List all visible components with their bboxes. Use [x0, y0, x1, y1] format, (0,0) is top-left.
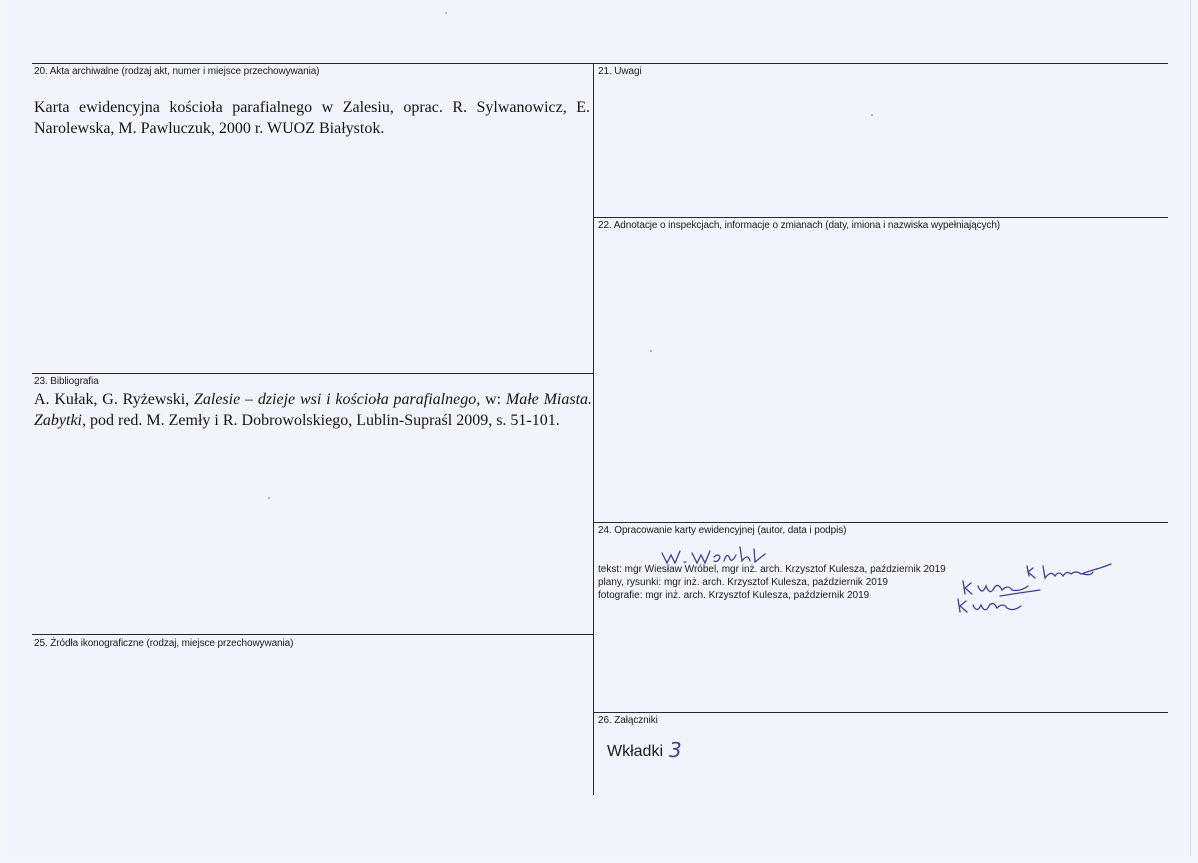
rule-22 — [593, 217, 1168, 218]
rule-25 — [32, 634, 593, 635]
attachments-value: Wkładki — [607, 743, 664, 760]
bibliography-title: Zalesie – dzieje wsi i kościoła parafialnego — [193, 391, 477, 408]
credit-line-photos: fotografie: mgr inż. arch. Krzysztof Kulesza, październik 2019 — [598, 590, 870, 601]
bibliography-sep: , w: — [476, 391, 506, 408]
center-divider — [593, 63, 594, 795]
paper-speck — [445, 12, 447, 14]
paper-speck — [871, 114, 873, 116]
section-23-label: 23. Bibliografia — [34, 376, 99, 387]
record-card — [8, 0, 1191, 856]
paper-speck — [650, 350, 652, 352]
rule-26 — [593, 712, 1168, 713]
attachments-count-handwritten: 3 — [669, 738, 682, 762]
signature-wrobel — [658, 543, 778, 567]
section-25-label: 25. Źródła ikonograficzne (rodzaj, miejsce przechowywania) — [34, 638, 294, 649]
bibliography-series: Małe Miasta. Zabytki — [34, 391, 593, 429]
section-20-text: Karta ewidencyjna kościoła parafialnego w Zalesiu, oprac. R. Sylwanowicz, E. Narolewska, M. Pawluczuk, 2000 r. WUOZ Białystok. — [34, 99, 590, 137]
section-22-label: 22. Adnotacje o inspekcjach, informacje o zmianach (daty, imiona i nazwiska wypełniających) — [598, 220, 1001, 231]
rule-24 — [593, 522, 1168, 523]
credit-line-text: tekst: mgr Wiesław Wróbel, mgr inż. arch. Krzysztof Kulesza, październik 2019 — [598, 564, 946, 575]
credit-line-plans: plany, rysunki: mgr inż. arch. Krzysztof Kulesza, październik 2019 — [598, 577, 888, 588]
bibliography-authors: A. Kułak, G. Ryżewski, — [34, 391, 194, 408]
section-21-label: 21. Uwagi — [598, 66, 642, 77]
signature-kulesza-3 — [955, 596, 1035, 618]
section-20-label: 20. Akta archiwalne (rodzaj akt, numer i miejsce przechowywania) — [34, 66, 320, 77]
rule-23 — [32, 373, 593, 374]
section-23-text — [34, 389, 592, 431]
section-26-label: 26. Załączniki — [598, 715, 658, 726]
section-24-label: 24. Opracowanie karty ewidencyjnej (autor, data i podpis) — [598, 525, 847, 536]
bibliography-rest: , pod red. M. Zemły i R. Dobrowolskiego, Lublin-Supraśl 2009, s. 51-101. — [82, 412, 560, 429]
paper-speck — [268, 497, 270, 499]
top-rule — [32, 63, 1168, 64]
